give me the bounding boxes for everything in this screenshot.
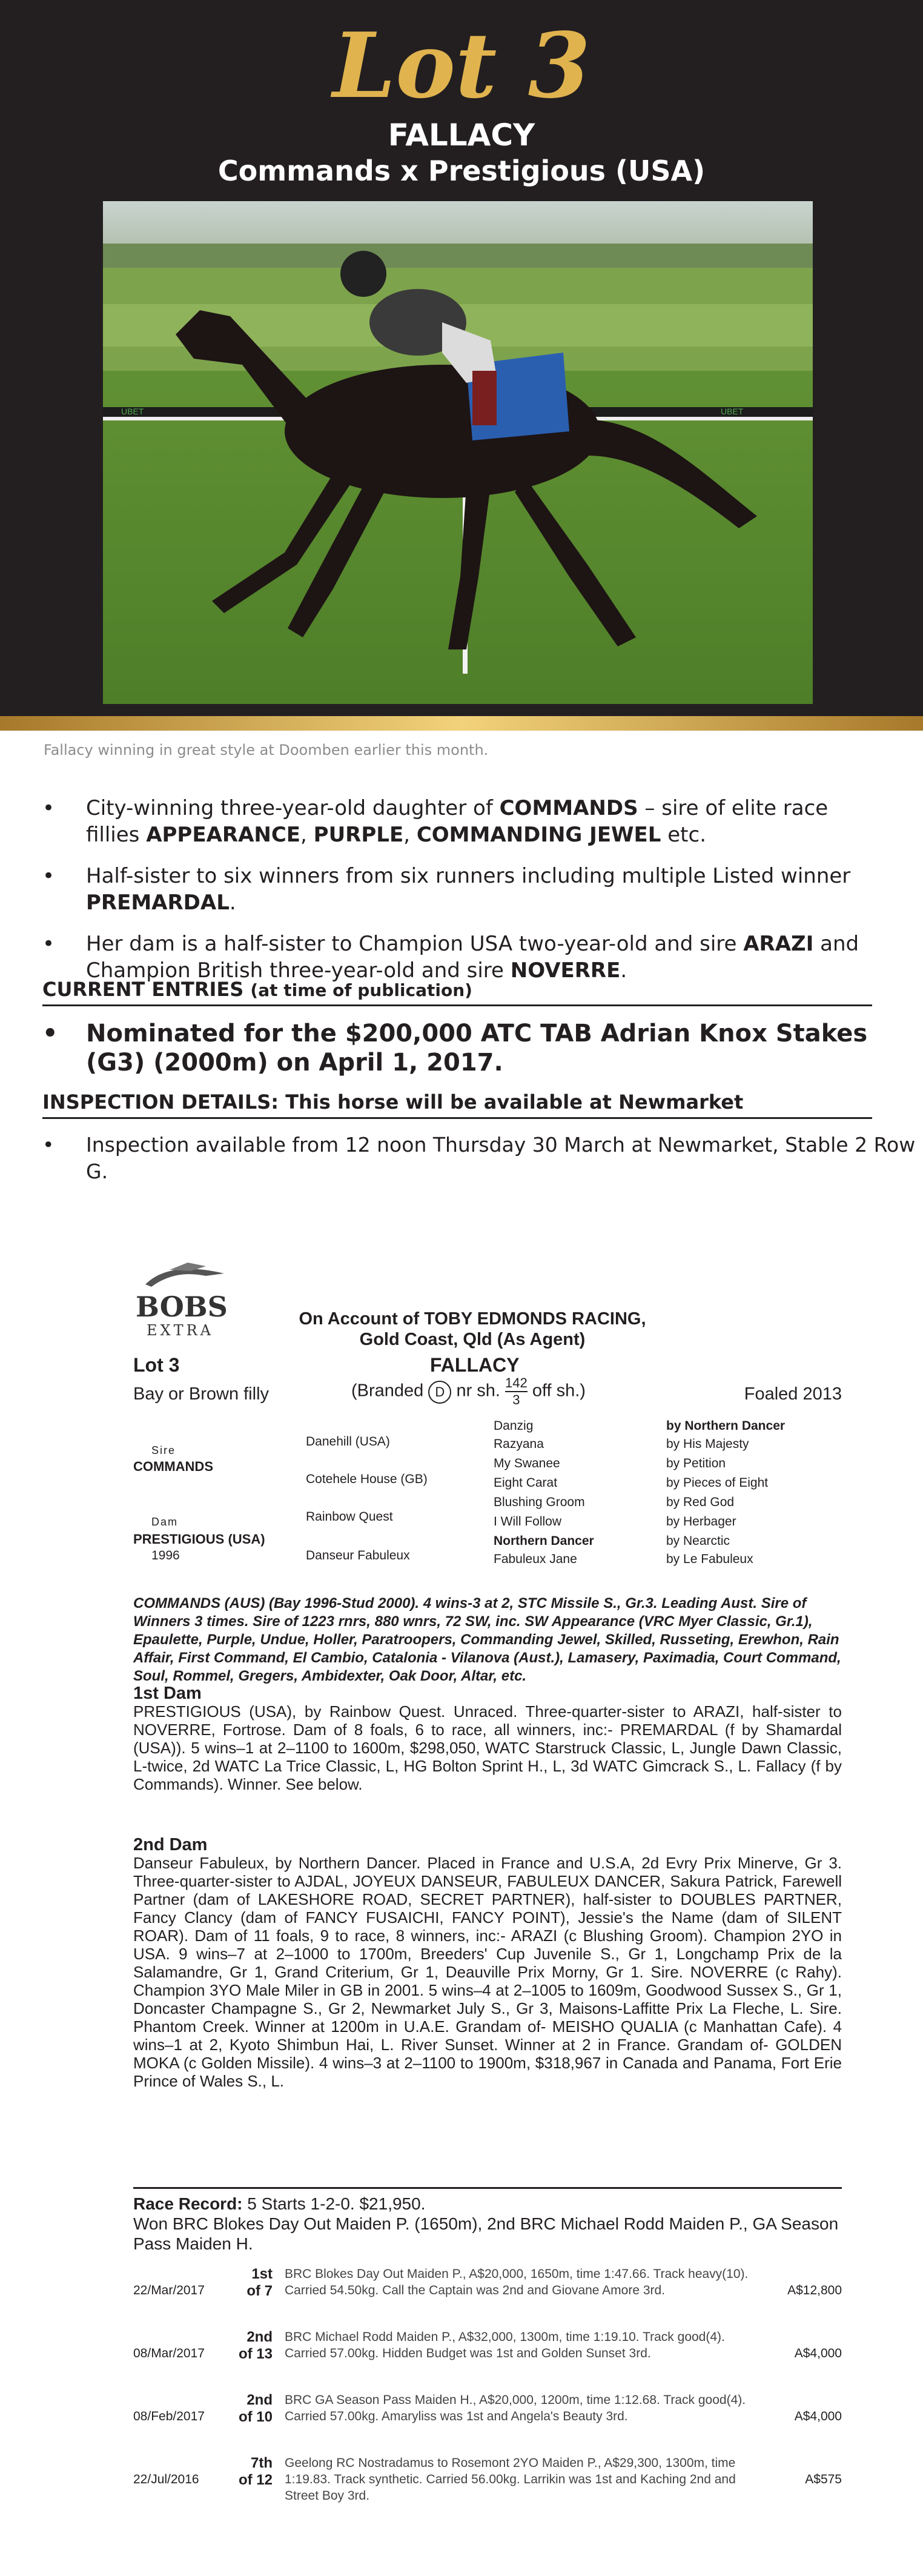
ancestor-sire: by Red God	[666, 1495, 735, 1509]
current-entries-heading	[42, 978, 872, 1006]
dam-year: 1996	[151, 1549, 180, 1562]
ancestor: My Swanee	[494, 1456, 560, 1470]
header-banner	[0, 0, 923, 716]
run-date: 08/Mar/2017	[133, 2346, 205, 2360]
sire-notes: COMMANDS (AUS) (Bay 1996-Stud 2000). 4 wins-3 at 2, STC Missile S., Gr.3. Leading Aust. Sire of Winners 3 times. Sire of 1223 rnrs, 880 wnrs, 72 SW, inc. SW Appearance (VRC Myer Classic, Gr.1), Epaulette, Purple, Undue, Holler, Paratroopers, Commanding Jewel, Skilled, Russeting, Erewhon, Rain Affair, First Command, El Cambio, Catalonia - Vilanova (Aust.), Lamasery, Paximadia, Court Command, Soul, Rommel, Gregers, Ambidexter, Oak Door, Altar, etc.	[133, 1595, 841, 1684]
svg-text:UBET: UBET	[121, 407, 144, 416]
granddam: Danseur Fabuleux	[306, 1549, 410, 1562]
bullet-icon: •	[42, 1133, 55, 1157]
run-place	[236, 2329, 273, 2363]
run-position: 2nd	[246, 2329, 273, 2345]
race-photo	[103, 201, 813, 704]
horse-ref: ARAZI	[743, 932, 814, 956]
race-record-summary: 5 Starts 1-2-0. $21,950.	[247, 2194, 426, 2213]
gold-divider	[0, 716, 923, 731]
highlights-list	[42, 795, 878, 998]
brand-denominator: 3	[512, 1392, 520, 1407]
horse-ref: COMMANDING JEWEL	[416, 823, 661, 847]
run-prizemoney: A$4,000	[794, 2409, 842, 2423]
inspection-heading: INSPECTION DETAILS: This horse will be available at Newmarket	[42, 1090, 872, 1119]
race-record-label: Race Record:	[133, 2194, 243, 2213]
ancestor: Eight Carat	[494, 1476, 558, 1490]
text: City-winning three-year-old daughter of	[86, 796, 500, 820]
dam-name: PRESTIGIOUS (USA)	[133, 1532, 265, 1547]
second-dam-section	[133, 1836, 842, 2090]
brand-text: (Branded	[351, 1381, 424, 1401]
brand-info	[351, 1375, 586, 1408]
breeding-line: Commands x Prestigious (USA)	[217, 154, 706, 187]
run-field: of 7	[246, 2283, 273, 2299]
race-record-wins: Won BRC Blokes Day Out Maiden P. (1650m), 2nd BRC Michael Rodd Maiden P., GA Season Pass Maiden H.	[133, 2214, 839, 2253]
entry-item	[42, 1019, 916, 1077]
bullet-icon: •	[42, 796, 55, 820]
race-run	[133, 2392, 842, 2452]
run-field: of 10	[238, 2409, 273, 2425]
ancestor-sire: by Le Fabuleux	[666, 1552, 753, 1566]
second-dam-text: Danseur Fabuleux, by Northern Dancer. Placed in France and U.S.A, 2d Evry Prix Minerve, Gr 3. Three-quarter-sister to AJDAL, JOYEUX DANSEUR, FABULEUX DANCER, Sakura Patrick, Farewell Partner (dam of LAKESHORE ROAD, SECRET PARTNER), half-sister to DOUBLES PARTNER, Fancy Clancy (dam of FANCY FUSAICHI, FANCY POINT), Jessie's the Name (dam of SILENT ROAR). Dam of 11 foals, 9 to race, 8 winners, inc:- ARAZI (c Blushing Groom). Champion 2YO in USA. 9 wins–7 at 2–1000 to 1700m, Breeders' Cup Juvenile S., Gr 1, Longchamp Prix de la Salamandre, Gr 1, Grand Criterium, Gr 1, Deauville Prix Morny, Gr 1. Sire. NOVERRE (c Rahy). Champion 3YO Male Miler in GB in 2001. 5 wins–4 at 2–1005 to 1609m, Goodwood Sussex S., Gr 1, Doncaster Champagne S., Gr 2, Newmarket July S., Gr 3, Maisons-Laffitte Prix La Fleche, L. Sire. Phantom Creek. Winner at 1200m in U.A.E. Grandam of- MEISHO QUALIA (c Manhattan Cafe). 4 wins–1 at 2, Kyoto Shimbun Hai, L. River Sunset. Winner at 2 in France. Grandam of- GOLDEN MOKA (c Golden Missile). 4 wins–3 at 2–1100 to 1900m, $318,967 in Canada and Panama, Fort Erie Prince of Wales S., L.	[133, 1854, 842, 2090]
race-record	[133, 2187, 842, 2254]
run-place	[236, 2392, 273, 2426]
photo-caption: Fallacy winning in great style at Doomben earlier this month.	[44, 742, 489, 759]
run-place	[236, 2266, 273, 2300]
run-place	[236, 2455, 273, 2489]
vendor-line: Gold Coast, Qld (As Agent)	[359, 1330, 586, 1349]
ancestor: Northern Dancer	[494, 1534, 594, 1548]
horse-name: FALLACY	[388, 118, 535, 153]
run-position: 7th	[251, 2455, 273, 2471]
horse-ref: APPEARANCE	[146, 823, 301, 847]
second-dam-heading: 2nd Dam	[133, 1835, 208, 1854]
pedigree-table	[133, 1419, 842, 1581]
run-position: 1st	[251, 2266, 273, 2282]
race-run	[133, 2455, 842, 2515]
grandsire: Rainbow Quest	[306, 1510, 393, 1524]
svg-text:UBET: UBET	[721, 407, 744, 416]
heading-note: (at time of publication)	[250, 980, 472, 1000]
granddam: Cotehele House (GB)	[306, 1472, 428, 1486]
text: and Champion British three-year-old and sire	[86, 932, 859, 983]
dam-label: Dam	[151, 1516, 179, 1528]
sire-name: COMMANDS	[499, 796, 638, 820]
ancestor: I Will Follow	[494, 1515, 562, 1529]
logo-subtext: EXTRA	[147, 1322, 214, 1339]
ancestor-sire: by Herbager	[666, 1515, 736, 1529]
ancestor-sire: by Petition	[666, 1456, 726, 1470]
first-dam-heading: 1st Dam	[133, 1684, 202, 1703]
sire-name: COMMANDS	[133, 1459, 213, 1474]
first-dam-text: PRESTIGIOUS (USA), by Rainbow Quest. Unraced. Three-quarter-sister to ARAZI, half-sister to NOVERRE, Fortrose. Dam of 8 foals, 6 to race, all winners, inc:- PREMARDAL (f by Shamardal (USA)). 5 wins–1 at 2–1100 to 1600m, $298,050, WATC Starstruck Classic, L, Jungle Dawn Classic, L-twice, 2d WATC La Trice Classic, L, HG Bolton Sprint H., L, 3d WATC Gimcrack S., L. Fallacy (f by Commands). Winner. See below.	[133, 1702, 842, 1793]
run-details: BRC Blokes Day Out Maiden P., A$20,000, 1650m, time 1:47.66. Track heavy(10). Carried 54.50kg. Call the Captain was 2nd and Giovane Amore 3rd.	[285, 2267, 749, 2297]
entry-text: Nominated for the $200,000 ATC TAB Adrian Knox Stakes (G3) (2000m) on April 1, 2017.	[86, 1020, 868, 1077]
cat-horse-name: FALLACY	[430, 1354, 520, 1376]
horse-ref: PREMARDAL	[86, 891, 230, 915]
text: etc.	[661, 823, 707, 847]
ancestor: Fabuleux Jane	[494, 1552, 577, 1566]
horse-racing-image	[103, 201, 813, 704]
vendor-account	[279, 1309, 666, 1350]
bullet-icon: •	[42, 1020, 58, 1047]
first-dam-section	[133, 1684, 842, 1793]
inspection-item	[42, 1132, 916, 1185]
text: ,	[300, 823, 314, 847]
foaled-year: Foaled 2013	[744, 1384, 842, 1404]
run-prizemoney: A$4,000	[794, 2346, 842, 2360]
brand-numerator: 142	[505, 1375, 528, 1392]
brand-text: off sh.)	[532, 1381, 586, 1401]
horse-ref: PURPLE	[313, 823, 404, 847]
highlight-item	[42, 863, 878, 916]
run-date: 08/Feb/2017	[133, 2409, 205, 2423]
ancestor-sire: by Pieces of Eight	[666, 1476, 769, 1490]
ancestor: Razyana	[494, 1437, 544, 1451]
bullet-icon: •	[42, 864, 55, 888]
ancestor-sire: by Nearctic	[666, 1534, 730, 1548]
logo-text: BOBS	[136, 1290, 228, 1323]
run-date: 22/Jul/2016	[133, 2472, 199, 2486]
text: – sire of elite race fillies	[86, 796, 829, 847]
text: ,	[403, 823, 417, 847]
run-field: of 12	[238, 2472, 273, 2488]
brand-text: nr sh.	[456, 1381, 500, 1401]
bobs-extra-logo	[133, 1260, 236, 1345]
horse-logo-icon	[133, 1260, 236, 1290]
brand-fraction	[505, 1375, 528, 1408]
run-details: Geelong RC Nostradamus to Rosemont 2YO Maiden P., A$29,300, 1300m, time 1:19.83. Track synthetic. Carried 56.00kg. Larrikin was 1st and Kaching 2nd and Street Boy 3rd.	[285, 2456, 736, 2503]
text: .	[229, 891, 236, 915]
text: .	[620, 958, 627, 983]
lot-title: Lot 3	[332, 13, 591, 118]
ancestor-sire: by His Majesty	[666, 1437, 749, 1451]
run-field: of 13	[238, 2346, 273, 2362]
race-run	[133, 2266, 842, 2326]
ancestor: Danzig	[494, 1419, 534, 1433]
brand-circle: D	[428, 1381, 451, 1404]
bullet-icon: •	[42, 932, 55, 956]
sex-colour: Bay or Brown filly	[133, 1384, 270, 1404]
horse-ref: NOVERRE	[510, 958, 621, 983]
run-date: 22/Mar/2017	[133, 2283, 205, 2297]
grandsire: Danehill (USA)	[306, 1435, 390, 1449]
run-details: BRC Michael Rodd Maiden P., A$32,000, 1300m, time 1:19.10. Track good(4). Carried 57.00kg. Hidden Budget was 1st and Golden Sunset 3rd.	[285, 2330, 725, 2360]
highlight-item	[42, 795, 878, 848]
run-prizemoney: A$575	[805, 2472, 842, 2486]
run-position: 2nd	[246, 2392, 273, 2408]
race-run	[133, 2329, 842, 2389]
text: Her dam is a half-sister to Champion USA two-year-old and sire	[86, 932, 744, 956]
ancestor-sire: by Northern Dancer	[666, 1419, 786, 1433]
vendor-line: On Account of TOBY EDMONDS RACING,	[299, 1309, 646, 1329]
inspection-text: Inspection available from 12 noon Thursday 30 March at Newmarket, Stable 2 Row G.	[86, 1133, 916, 1183]
run-prizemoney: A$12,800	[787, 2283, 842, 2297]
sire-label: Sire	[151, 1444, 176, 1456]
highlight-item	[42, 931, 878, 984]
run-details: BRC GA Season Pass Maiden H., A$20,000, 1200m, time 1:12.68. Track good(4). Carried 57.00kg. Amaryliss was 1st and Angela's Beauty 3rd.	[285, 2393, 746, 2423]
heading-text: CURRENT ENTRIES	[42, 978, 244, 1001]
text: Half-sister to six winners from six runners including multiple Listed winner	[86, 864, 851, 888]
ancestor: Blushing Groom	[494, 1495, 585, 1509]
cat-lot: Lot 3	[133, 1354, 180, 1376]
